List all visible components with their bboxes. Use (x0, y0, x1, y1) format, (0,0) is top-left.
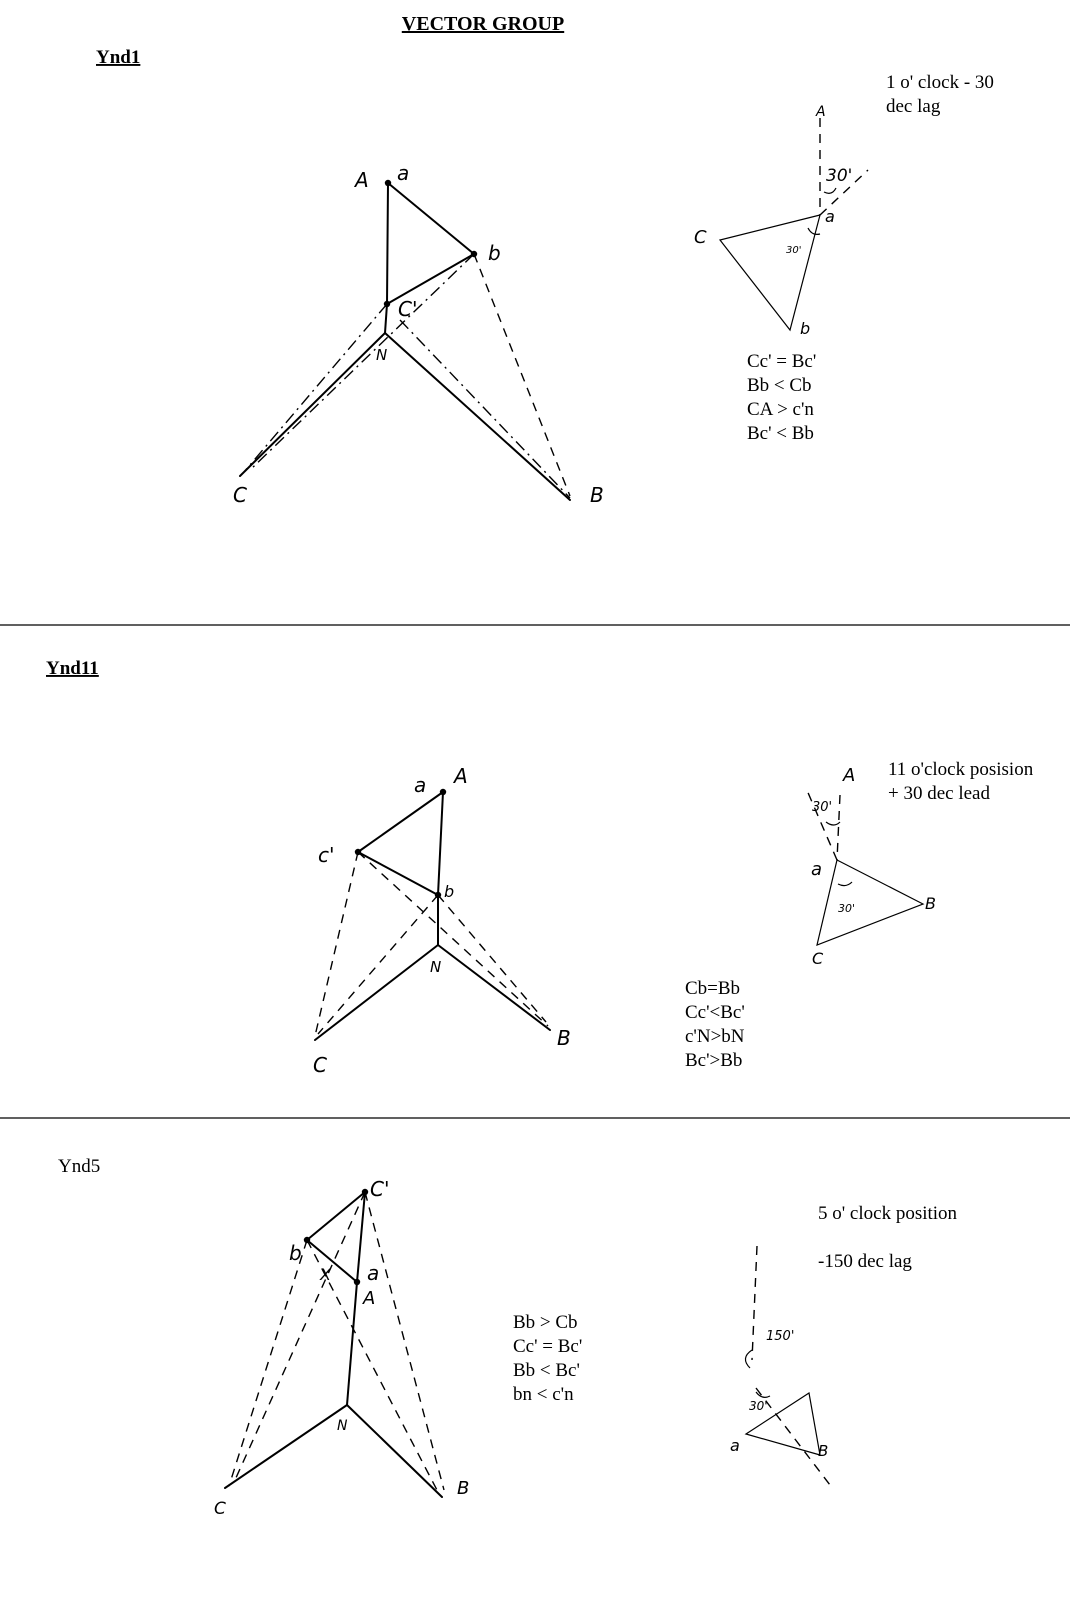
label-cprime: C' (398, 297, 418, 321)
phase-a-line (438, 792, 443, 895)
point-cprime (362, 1189, 368, 1195)
angle-label-1: 30' (826, 166, 853, 186)
phase-b-line (347, 1405, 442, 1497)
phase-c-line (315, 945, 438, 1040)
label-x: X (320, 1265, 331, 1284)
label-a: a (414, 773, 427, 797)
label-C: C (233, 483, 247, 507)
note-line-2: + 30 dec lead (888, 783, 990, 804)
note-line-1: 11 o'clock posision (888, 759, 1034, 780)
note-line-2: -150 dec lag (818, 1251, 912, 1272)
small-label-a: a (730, 1436, 740, 1455)
relation-1: Cb=Bb (685, 978, 741, 999)
small-a-axis (837, 795, 840, 860)
section-title: Ynd5 (58, 1156, 101, 1177)
phase-b-line (438, 945, 550, 1030)
label-cprime: c' (318, 843, 335, 867)
relation-1: Bb > Cb (513, 1312, 578, 1333)
dashed-c-cprime (315, 852, 358, 1036)
label-A: A (454, 764, 468, 788)
label-b: b (289, 1241, 302, 1265)
label-N: N (337, 1418, 348, 1434)
relation-3: CA > c'n (747, 399, 814, 420)
relation-2: Cc'<Bc' (685, 1002, 745, 1023)
section-title: Ynd1 (96, 47, 141, 68)
label-N: N (430, 958, 442, 976)
phase-a-line (347, 1282, 357, 1405)
section-title: Ynd11 (46, 658, 99, 679)
small-angle-arc (826, 822, 840, 825)
dashed-b-cprime (400, 320, 570, 498)
angle-label-1: 30' (812, 800, 833, 815)
small-angle-arc-2 (808, 228, 820, 234)
point-b (304, 1237, 310, 1243)
point-cprime (355, 849, 361, 855)
point-cprime (384, 301, 390, 307)
small-reference-axis (752, 1246, 757, 1360)
page-title: VECTOR GROUP (401, 13, 565, 35)
point-a (440, 789, 446, 795)
small-label-a: a (825, 207, 835, 226)
dashed-b-cprime (358, 852, 548, 1026)
label-A: A (363, 1288, 376, 1309)
angle-label-2: 30' (749, 1399, 768, 1413)
phase-a-line (387, 183, 388, 304)
angle-label-2: 30' (786, 245, 802, 256)
small-shift-axis (806, 788, 837, 860)
label-b: b (444, 882, 455, 901)
delta-side-ac (357, 1192, 365, 1282)
label-b: b (488, 241, 501, 265)
neutral-segment (385, 304, 387, 333)
small-label-B: B (925, 894, 936, 913)
small-label-C: C (694, 227, 707, 248)
small-label-A: A (816, 104, 826, 120)
delta-side-cb (307, 1192, 365, 1240)
label-C: C (313, 1053, 327, 1077)
dashed-c-cprime (244, 304, 387, 472)
phase-b-line (385, 333, 570, 500)
dashed-b-cprime (365, 1192, 444, 1490)
small-label-a: a (811, 859, 823, 880)
small-label-b: b (800, 319, 811, 338)
phase-c-line (240, 333, 388, 476)
point-a (354, 1279, 360, 1285)
label-cprime: C' (370, 1177, 390, 1201)
point-b (435, 892, 441, 898)
small-angle-arc (745, 1350, 752, 1368)
note-line-1: 1 o' clock - 30 (886, 72, 994, 93)
delta-side-ac (358, 792, 443, 852)
small-label-C: C (812, 949, 824, 968)
section-ynd11 (46, 658, 1034, 1077)
section-ynd1 (96, 47, 994, 507)
note-line-1: 5 o' clock position (818, 1203, 958, 1224)
relation-1: Cc' = Bc' (747, 351, 817, 372)
label-B: B (590, 483, 604, 507)
label-C: C (214, 1499, 226, 1519)
relation-2: Bb < Cb (747, 375, 812, 396)
label-B: B (457, 1478, 470, 1499)
small-delta-triangle (720, 215, 820, 330)
relation-4: Bc' < Bb (747, 423, 814, 444)
angle-label-2: 30' (838, 902, 856, 915)
label-A: A (355, 168, 369, 192)
section-ynd5 (58, 1156, 958, 1519)
relation-4: bn < c'n (513, 1384, 574, 1405)
small-delta-triangle (817, 860, 923, 945)
relation-2: Cc' = Bc' (513, 1336, 583, 1357)
label-a: a (367, 1261, 380, 1285)
label-N: N (376, 346, 388, 364)
phase-c-line (225, 1405, 347, 1488)
small-angle-arc-2 (838, 882, 852, 886)
label-B: B (557, 1026, 571, 1050)
point-b (471, 251, 477, 257)
relation-3: Bb < Bc' (513, 1360, 580, 1381)
note-line-2: dec lag (886, 96, 941, 117)
small-angle-arc-2 (756, 1392, 770, 1397)
delta-side-ab (388, 183, 474, 254)
small-label-A: A (843, 765, 856, 786)
small-angle-arc (824, 188, 836, 193)
angle-label-1: 150' (766, 1329, 795, 1344)
small-label-b: B (818, 1442, 829, 1460)
relation-3: c'N>bN (685, 1026, 745, 1047)
relation-4: Bc'>Bb (685, 1050, 743, 1071)
delta-side-ba (307, 1240, 357, 1282)
point-a (385, 180, 391, 186)
dashed-c-b (229, 1240, 307, 1486)
dashed-b-b (474, 254, 570, 496)
label-a: a (397, 161, 410, 185)
dashed-c-b (318, 895, 438, 1034)
